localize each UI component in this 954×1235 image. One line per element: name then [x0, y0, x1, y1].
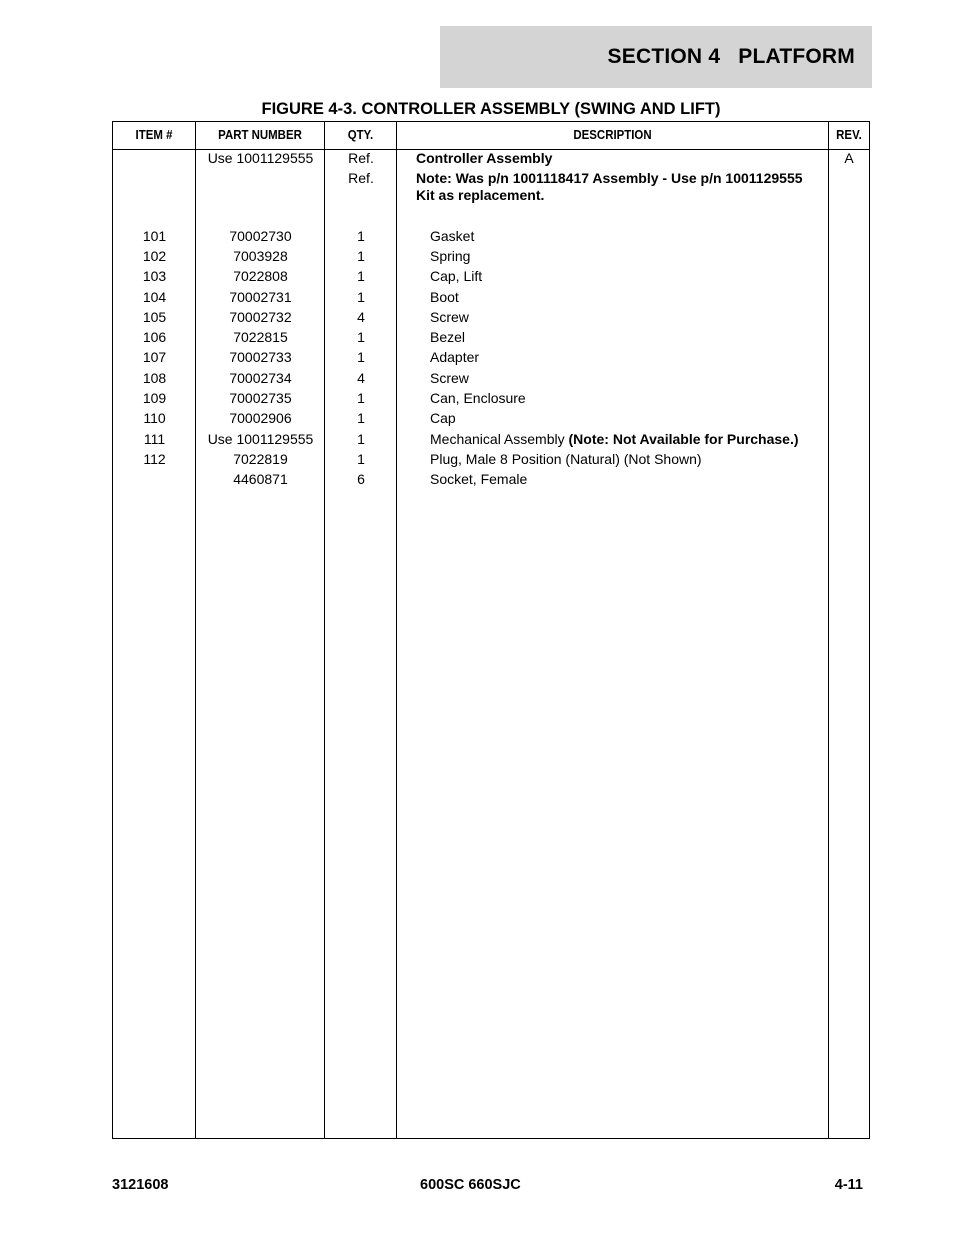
qty: 1 — [357, 451, 365, 467]
section-header — [440, 26, 872, 88]
qty: 1 — [357, 228, 365, 244]
parts-table — [112, 121, 870, 1139]
qty: Ref. — [348, 170, 374, 186]
item-number: 111 — [143, 431, 166, 447]
footer-doc-number: 3121608 — [112, 1177, 169, 1193]
part-number: 7022815 — [233, 329, 288, 345]
item-number: 101 — [142, 228, 167, 244]
column-header-item: ITEM # — [135, 127, 173, 142]
note-line-1: Note: Was p/n 1001118417 Assembly - Use p/n 1001129555 — [416, 170, 803, 186]
qty: 4 — [357, 309, 365, 325]
part-number: 4460871 — [233, 471, 288, 487]
part-number: 70002735 — [229, 390, 292, 406]
description: Cap, Lift — [430, 268, 483, 284]
part-number: Use 1001129555 — [207, 150, 314, 166]
part-number: 7003928 — [233, 248, 288, 264]
part-number: 70002731 — [229, 289, 292, 305]
item-number: 104 — [142, 289, 167, 305]
part-number: 70002730 — [229, 228, 292, 244]
part-number: 70002733 — [229, 349, 292, 365]
column-header-part-number: PART NUMBER — [218, 127, 302, 142]
part-number: 70002732 — [229, 309, 292, 325]
description: Screw — [430, 309, 469, 325]
item-number: 105 — [142, 309, 167, 325]
qty: 1 — [357, 268, 365, 284]
description: Plug, Male 8 Position (Natural) (Not Shown) — [430, 451, 702, 467]
item-number: 108 — [142, 370, 167, 386]
description: Controller Assembly — [416, 150, 553, 166]
availability-note: (Note: Not Available for Purchase.) — [568, 431, 799, 447]
description: Boot — [430, 289, 459, 305]
description: Cap — [430, 410, 456, 426]
column-header-description: DESCRIPTION — [573, 127, 652, 142]
column-header-qty: QTY. — [347, 127, 374, 142]
figure-title: FIGURE 4-3. CONTROLLER ASSEMBLY (SWING AND LIFT) — [261, 100, 721, 118]
description-text: Mechanical Assembly — [430, 431, 569, 447]
part-number: 7022808 — [233, 268, 288, 284]
qty: 1 — [357, 390, 365, 406]
part-number: Use 1001129555 — [207, 431, 314, 447]
qty: 1 — [357, 431, 365, 447]
description — [430, 431, 799, 448]
qty: 1 — [357, 289, 365, 305]
qty: 1 — [357, 248, 365, 264]
description: Spring — [430, 248, 471, 264]
item-number: 109 — [142, 390, 167, 406]
note-line-2: Kit as replacement. — [416, 187, 545, 203]
qty: Ref. — [348, 150, 374, 166]
footer-model: 600SC 660SJC — [420, 1177, 521, 1193]
column-divider — [828, 122, 829, 1138]
item-number: 107 — [142, 349, 167, 365]
part-number: 70002734 — [229, 370, 292, 386]
description: Socket, Female — [430, 471, 528, 487]
section-title: SECTION 4 PLATFORM — [607, 45, 855, 68]
item-number: 110 — [143, 410, 166, 426]
description: Gasket — [430, 228, 475, 244]
item-number: 102 — [142, 248, 167, 264]
qty: 4 — [357, 370, 365, 386]
qty: 6 — [357, 471, 365, 487]
description: Can, Enclosure — [430, 390, 526, 406]
description: Screw — [430, 370, 469, 386]
item-number: 103 — [142, 268, 167, 284]
part-number: 7022819 — [233, 451, 288, 467]
qty: 1 — [357, 349, 365, 365]
part-number: 70002906 — [229, 410, 292, 426]
qty: 1 — [357, 410, 365, 426]
description: Bezel — [430, 329, 466, 345]
item-number: 106 — [142, 329, 167, 345]
qty: 1 — [357, 329, 365, 345]
footer-page-number: 4-11 — [834, 1177, 863, 1193]
item-number: 112 — [143, 451, 166, 467]
rev: A — [844, 150, 854, 166]
description: Adapter — [430, 349, 480, 365]
column-header-rev: REV. — [836, 127, 862, 142]
